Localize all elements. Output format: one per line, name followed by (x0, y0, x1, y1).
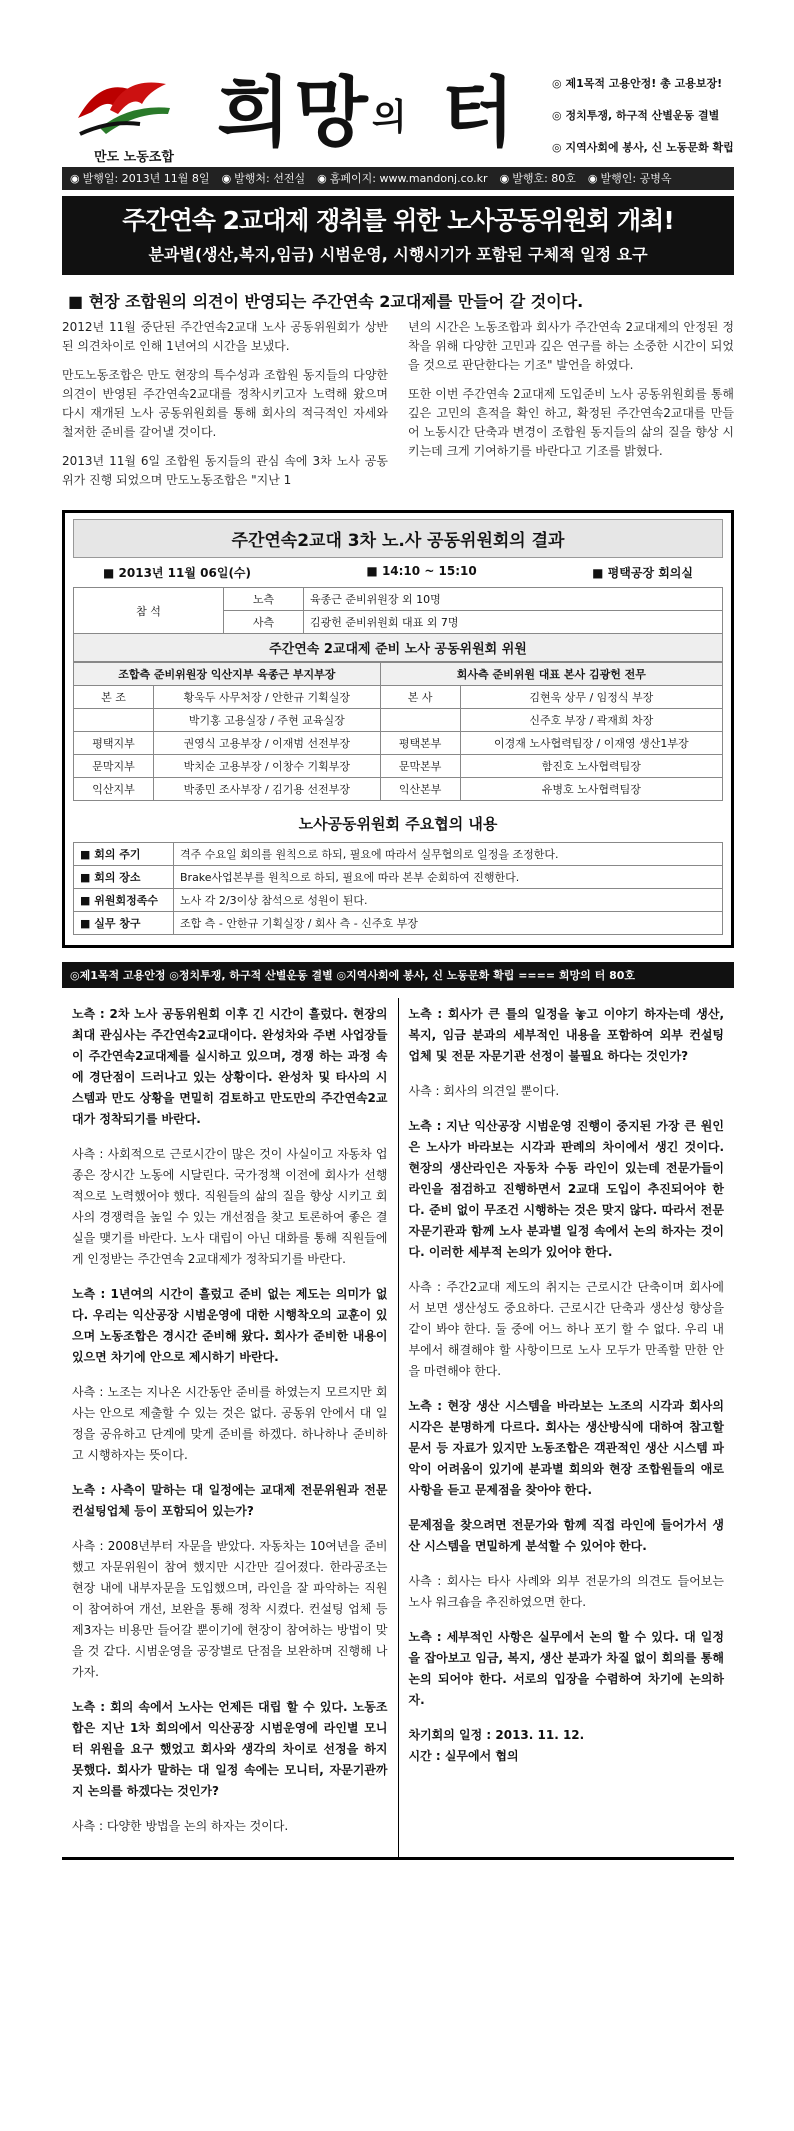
table-cell: 황욱두 사무처장 / 안한규 기획실장 (154, 686, 381, 709)
table-cell: 문막본부 (380, 755, 460, 778)
publisher: ◉ 발행처: 선전실 (222, 167, 306, 190)
title-part-a: 희망 (217, 68, 372, 157)
results-title: 주간연속2교대 3차 노.사 공동위원회의 결과 (73, 519, 723, 558)
dialog-paragraph: 사측 : 회사는 타사 사례와 외부 전문가의 의견도 들어보는 노사 워크숍을 추진하였으면 한다. (408, 1574, 724, 1609)
publish-date: ◉ 발행일: 2013년 11월 8일 (70, 167, 210, 190)
table-cell: ■ 위원회정족수 (74, 889, 174, 912)
table-cell: ■ 회의 장소 (74, 866, 174, 889)
title-part-b: 의 (371, 97, 411, 138)
committee-header-company: 회사측 준비위원 대표 본사 김광헌 전무 (380, 663, 722, 686)
table-row (74, 709, 723, 732)
table-cell: 익산지부 (74, 778, 154, 801)
next-meeting-time: 시간 : 실무에서 협의 (408, 1749, 519, 1763)
agreement-title: 노사공동위원회 주요협의 내용 (298, 815, 498, 833)
newsletter-title (217, 68, 519, 163)
table-row (74, 686, 723, 709)
slogans (552, 68, 734, 164)
intro-article (62, 318, 734, 500)
table-row (74, 889, 723, 912)
table-cell (74, 709, 154, 732)
slogan-item: ◎ 정치투쟁, 하구적 산별운동 결별 (552, 100, 734, 132)
slogan-item: ◎ 제1목적 고용안정! 총 고용보장! (552, 68, 734, 100)
dialog-paragraph: 사측 : 주간2교대 제도의 취지는 근로시간 단축이며 회사에서 보면 생산성도 중요하다. 근로시간 단축과 생산성 향상을 같이 봐야 한다. 둘 중에 어느 하나 포기 할 수 없다. 우리 내부에서 해결해야 할 사항이므로 노사 모두가 만족할 만한 안을 마련해야 한다. (408, 1280, 724, 1378)
dialog-paragraph: 사측 : 사회적으로 근로시간이 많은 것이 사실이고 자동차 업종은 장시간 노동에 시달린다. 국가정책 이전에 회사가 선행적으로 노력했어야 했다. 직원들의 삶의 질을 향상 시키고 회사의 경쟁력을 높일 수 있는 개선점을 찾고 토론하여 좋은 결실을 맺기를 바란다. 노사 대립이 아닌 대화를 통해 직원들에게 인정받는 주간연속 2교대제가 정착되기를 바란다. (72, 1147, 388, 1266)
table-cell: 이경재 노사협력팀장 / 이재영 생산1부장 (460, 732, 722, 755)
table-row (74, 778, 723, 801)
intro-right-column (408, 318, 734, 500)
dialog-paragraph: 노측 : 회사가 큰 틀의 일정을 놓고 이야기 하자는데 생산, 복지, 임금 분과의 세부적인 내용을 포함하여 외부 컨설팅 업체 및 전문 자문기관 선정이 불필요 하다는 것인가? (408, 1007, 724, 1063)
meeting-place: ■ 평택공장 회의실 (592, 566, 693, 580)
table-cell: 신주호 부장 / 곽재희 차장 (460, 709, 722, 732)
mgmt-label: 사측 (224, 611, 304, 634)
meeting-info (73, 558, 723, 587)
table-cell: 함진호 노사협력팀장 (460, 755, 722, 778)
dialog-paragraph: 노측 : 지난 익산공장 시범운영 진행이 중지된 가장 큰 원인은 노사가 바라보는 시각과 판례의 차이에서 생긴 것이다. 현장의 생산라인은 자동차 수동 라인이 있는데 전문가들이 라인을 점검하고 진행하면서 2교대 도입이 추진되어야 한다. 준비 없이 무조건 시행하는 것은 맞지 않다. 따라서 전문 자문기관과 함께 노사 분과별 일정 속에서 논의 하자는 것이다. 이러한 세부적 논의가 있어야 한다. (408, 1119, 724, 1259)
union-logo-icon (70, 68, 180, 146)
paragraph: 년의 시간은 노동조합과 회사가 주간연속 2교대제의 안정된 정착을 위해 다양한 고민과 깊은 연구를 하는 소중한 시간이 되었을 것으로 판단한다는 기조" 발언을 하였다. (408, 320, 734, 372)
table-cell: 노사 각 2/3이상 참석으로 성원이 된다. (174, 889, 723, 912)
issue-number: ◉ 발행호: 80호 (500, 167, 576, 190)
agreement-table (73, 842, 723, 935)
dialog-paragraph: 노측 : 2차 노사 공동위원회 이후 긴 시간이 흘렀다. 현장의 최대 관심사는 주간연속2교대이다. 완성차와 주변 사업장들이 주간연속2교대제를 실시하고 있으며, 경쟁 하는 과정 속에 경단점이 드러나고 있는 상황이다. 완성차 및 타사의 시스템과 만도 상황을 면밀히 검토하고 만도만의 주간연속2교대가 정착되기를 바란다. (72, 1007, 388, 1126)
table-cell: 평택본부 (380, 732, 460, 755)
table-row (74, 912, 723, 935)
dialog-left-column (62, 998, 399, 1857)
meeting-time: ■ 14:10 ~ 15:10 (366, 564, 477, 578)
table-cell: 본 조 (74, 686, 154, 709)
table-cell: 박기홍 고용실장 / 주현 교육실장 (154, 709, 381, 732)
table-row (74, 843, 723, 866)
table-cell: Brake사업본부를 원칙으로 하되, 필요에 따라 본부 순회하여 진행한다. (174, 866, 723, 889)
table-cell: 조합 측 - 안한규 기획실장 / 회사 측 - 신주호 부장 (174, 912, 723, 935)
union-name: 만도 노동조합 (94, 150, 174, 165)
results-box (62, 510, 734, 948)
table-cell: 문막지부 (74, 755, 154, 778)
table-cell: 평택지부 (74, 732, 154, 755)
dialog-right-column (399, 998, 735, 1857)
table-cell: 본 사 (380, 686, 460, 709)
dialog-paragraph: 노측 : 사측이 말하는 대 일정에는 교대제 전문위원과 전문 컨설팅업체 등이 포함되어 있는가? (72, 1483, 388, 1518)
homepage-link[interactable]: ◉ 홈페이지: www.mandonj.co.kr (317, 167, 487, 190)
issuer: ◉ 발행인: 공병옥 (588, 167, 672, 190)
mgmt-attendees: 김광헌 준비위원회 대표 외 7명 (304, 611, 723, 634)
committee-title: 주간연속 2교대제 준비 노사 공동위원회 위원 (73, 634, 723, 662)
dialog-paragraph: 사측 : 회사의 의견일 뿐이다. (408, 1084, 560, 1098)
meeting-date: ■ 2013년 11월 06일(수) (103, 566, 252, 580)
labor-attendees: 육종근 준비위원장 외 10명 (304, 588, 723, 611)
dialog-paragraph: 노측 : 현장 생산 시스템을 바라보는 노조의 시각과 회사의 시각은 분명하게 다르다. 회사는 생산방식에 대하여 참고할 문서 등 자료가 있지만 노동조합은 객관적인 생산 시스템 파악이 어려움이 있기에 분과별 회의와 현장 조합원들의 애로사항을 듣고 문제점을 찾아야 한다. (408, 1399, 724, 1497)
dialog-paragraph: 사측 : 2008년부터 자문을 받았다. 자동차는 10여년을 준비했고 자문위원이 참여 했지만 시간만 길어졌다. 한라공조는 현장 내에 내부자문을 도입했으며, 라인을 잘 파악하는 직원이 참여하여 개선, 보완을 통해 정착 시켰다. 컨설팅 업체 등 제3자는 비용만 들어갈 뿐이기에 현장이 참여하는 방법이 맞을 것 같다. 시범운영을 공장별로 단점을 보완하며 진행해 나가자. (72, 1539, 388, 1679)
next-meeting-date: 차기회의 일정 : 2013. 11. 12. (408, 1728, 585, 1742)
table-cell: ■ 실무 창구 (74, 912, 174, 935)
dialog-paragraph: 노측 : 세부적인 사항은 실무에서 논의 할 수 있다. 대 일정을 잡아보고 임금, 복지, 생산 분과가 차질 없이 회의를 통해 논의 되어야 한다. 서로의 입장을 수렴하여 차기에 논의하자. (408, 1630, 724, 1707)
publication-info-bar (62, 167, 734, 190)
dialog-paragraph: 노측 : 1년여의 시간이 흘렀고 준비 없는 제도는 의미가 없다. 우리는 익산공장 시범운영에 대한 시행착오의 교훈이 있으며 노동조합은 경시간 준비해 왔다. 회사가 준비한 내용이 있으면 차기에 안으로 제시하기 바란다. (72, 1287, 388, 1364)
committee-header-union: 조합측 준비위원장 익산지부 육종근 부지부장 (74, 663, 381, 686)
attendance-table (73, 587, 723, 634)
table-row (74, 866, 723, 889)
labor-label: 노측 (224, 588, 304, 611)
dialog-section (62, 998, 734, 1860)
table-row (74, 755, 723, 778)
table-cell: 권영식 고용부장 / 이재범 선전부장 (154, 732, 381, 755)
table-cell (380, 709, 460, 732)
table-cell: 익산본부 (380, 778, 460, 801)
headline-sub: 분과별(생산,복지,임금) 시범운영, 시행시기가 포함된 구체적 일정 요구 (148, 245, 648, 264)
table-cell: 유병호 노사협력팀장 (460, 778, 722, 801)
table-cell: 박치순 고용부장 / 이창수 기획부장 (154, 755, 381, 778)
headline-main: 주간연속 2교대제 쟁취를 위한 노사공동위원회 개최! (122, 206, 674, 235)
slogan-ticker: ◎제1목적 고용안정 ◎정치투쟁, 하구적 산별운동 결별 ◎지역사회에 봉사, 신 노동문화 확립 ==== 희망의 터 80호 (62, 962, 734, 988)
table-cell: 격주 수요일 회의를 원칙으로 하되, 필요에 따라서 실무협의로 일정을 조정한다. (174, 843, 723, 866)
table-cell: 김현욱 상무 / 임정식 부장 (460, 686, 722, 709)
dialog-paragraph: 사측 : 노조는 지나온 시간동안 준비를 하였는지 모르지만 회사는 안으로 제출할 수 있는 것은 없다. 공동위 안에서 대 일정을 공유하고 단계에 맞게 준비를 하겠다. 하나하나 준비하고 시행하자는 뜻이다. (72, 1385, 388, 1462)
attend-label: 참 석 (74, 588, 224, 634)
table-row (74, 732, 723, 755)
headline-box (62, 196, 734, 275)
paragraph: 또한 이번 주간연속 2교대제 도입준비 노사 공동위원회를 통해 깊은 고민의 흔적을 확인 하고, 확정된 주간연속2교대를 만들어 노동시간 단축과 변경이 조합원 동지들의 삶의 질을 향상 시키는데 크게 기여하기를 바란다고 기조를 밝혔다. (408, 387, 734, 458)
table-cell: 박종민 조사부장 / 김기용 선전부장 (154, 778, 381, 801)
paragraph: 만도노동조합은 만도 현장의 특수성과 조합원 동지들의 다양한 의견이 반영된 주간연속2교대를 정착시키고자 노력해 왔으며 다시 재개된 노사 공동위원회를 통해 회사의 적극적인 자세와 철저한 준비를 갈어낼 것이다. (62, 368, 388, 439)
masthead (62, 60, 734, 165)
dialog-paragraph: 사측 : 다양한 방법을 논의 하자는 것이다. (72, 1819, 289, 1833)
slogan-item: ◎ 지역사회에 봉사, 신 노동문화 확립 (552, 132, 734, 164)
intro-left-column (62, 318, 388, 500)
paragraph: 2012년 11월 중단된 주간연속2교대 노사 공동위원회가 상반된 의견차이로 인해 1년여의 시간을 보냈다. (62, 320, 388, 353)
committee-table (73, 662, 723, 801)
newsletter-page (62, 60, 734, 1860)
table-cell: ■ 회의 주기 (74, 843, 174, 866)
dialog-paragraph: 노측 : 회의 속에서 노사는 언제든 대립 할 수 있다. 노동조합은 지난 1차 회의에서 익산공장 시범운영에 라인별 모니터 위원을 요구 했었고 회사와 생각의 차이로 선정을 하지 못했다. 회사가 말하는 대 일정 속에는 모니터, 자문기관까지 논의를 하겠다는 것인가? (72, 1700, 388, 1798)
paragraph: 2013년 11월 6일 조합원 동지들의 관심 속에 3차 노사 공동위가 진행 되었으며 만도노동조합은 "지난 1 (62, 454, 388, 487)
title-part-c: 터 (441, 68, 519, 157)
dialog-paragraph: 문제점을 찾으려면 전문가와 함께 직접 라인에 들어가서 생산 시스템을 면밀하게 분석할 수 있어야 한다. (408, 1518, 724, 1553)
section-title: ■ 현장 조합원의 의견이 반영되는 주간연속 2교대제를 만들어 갈 것이다. (68, 292, 584, 311)
